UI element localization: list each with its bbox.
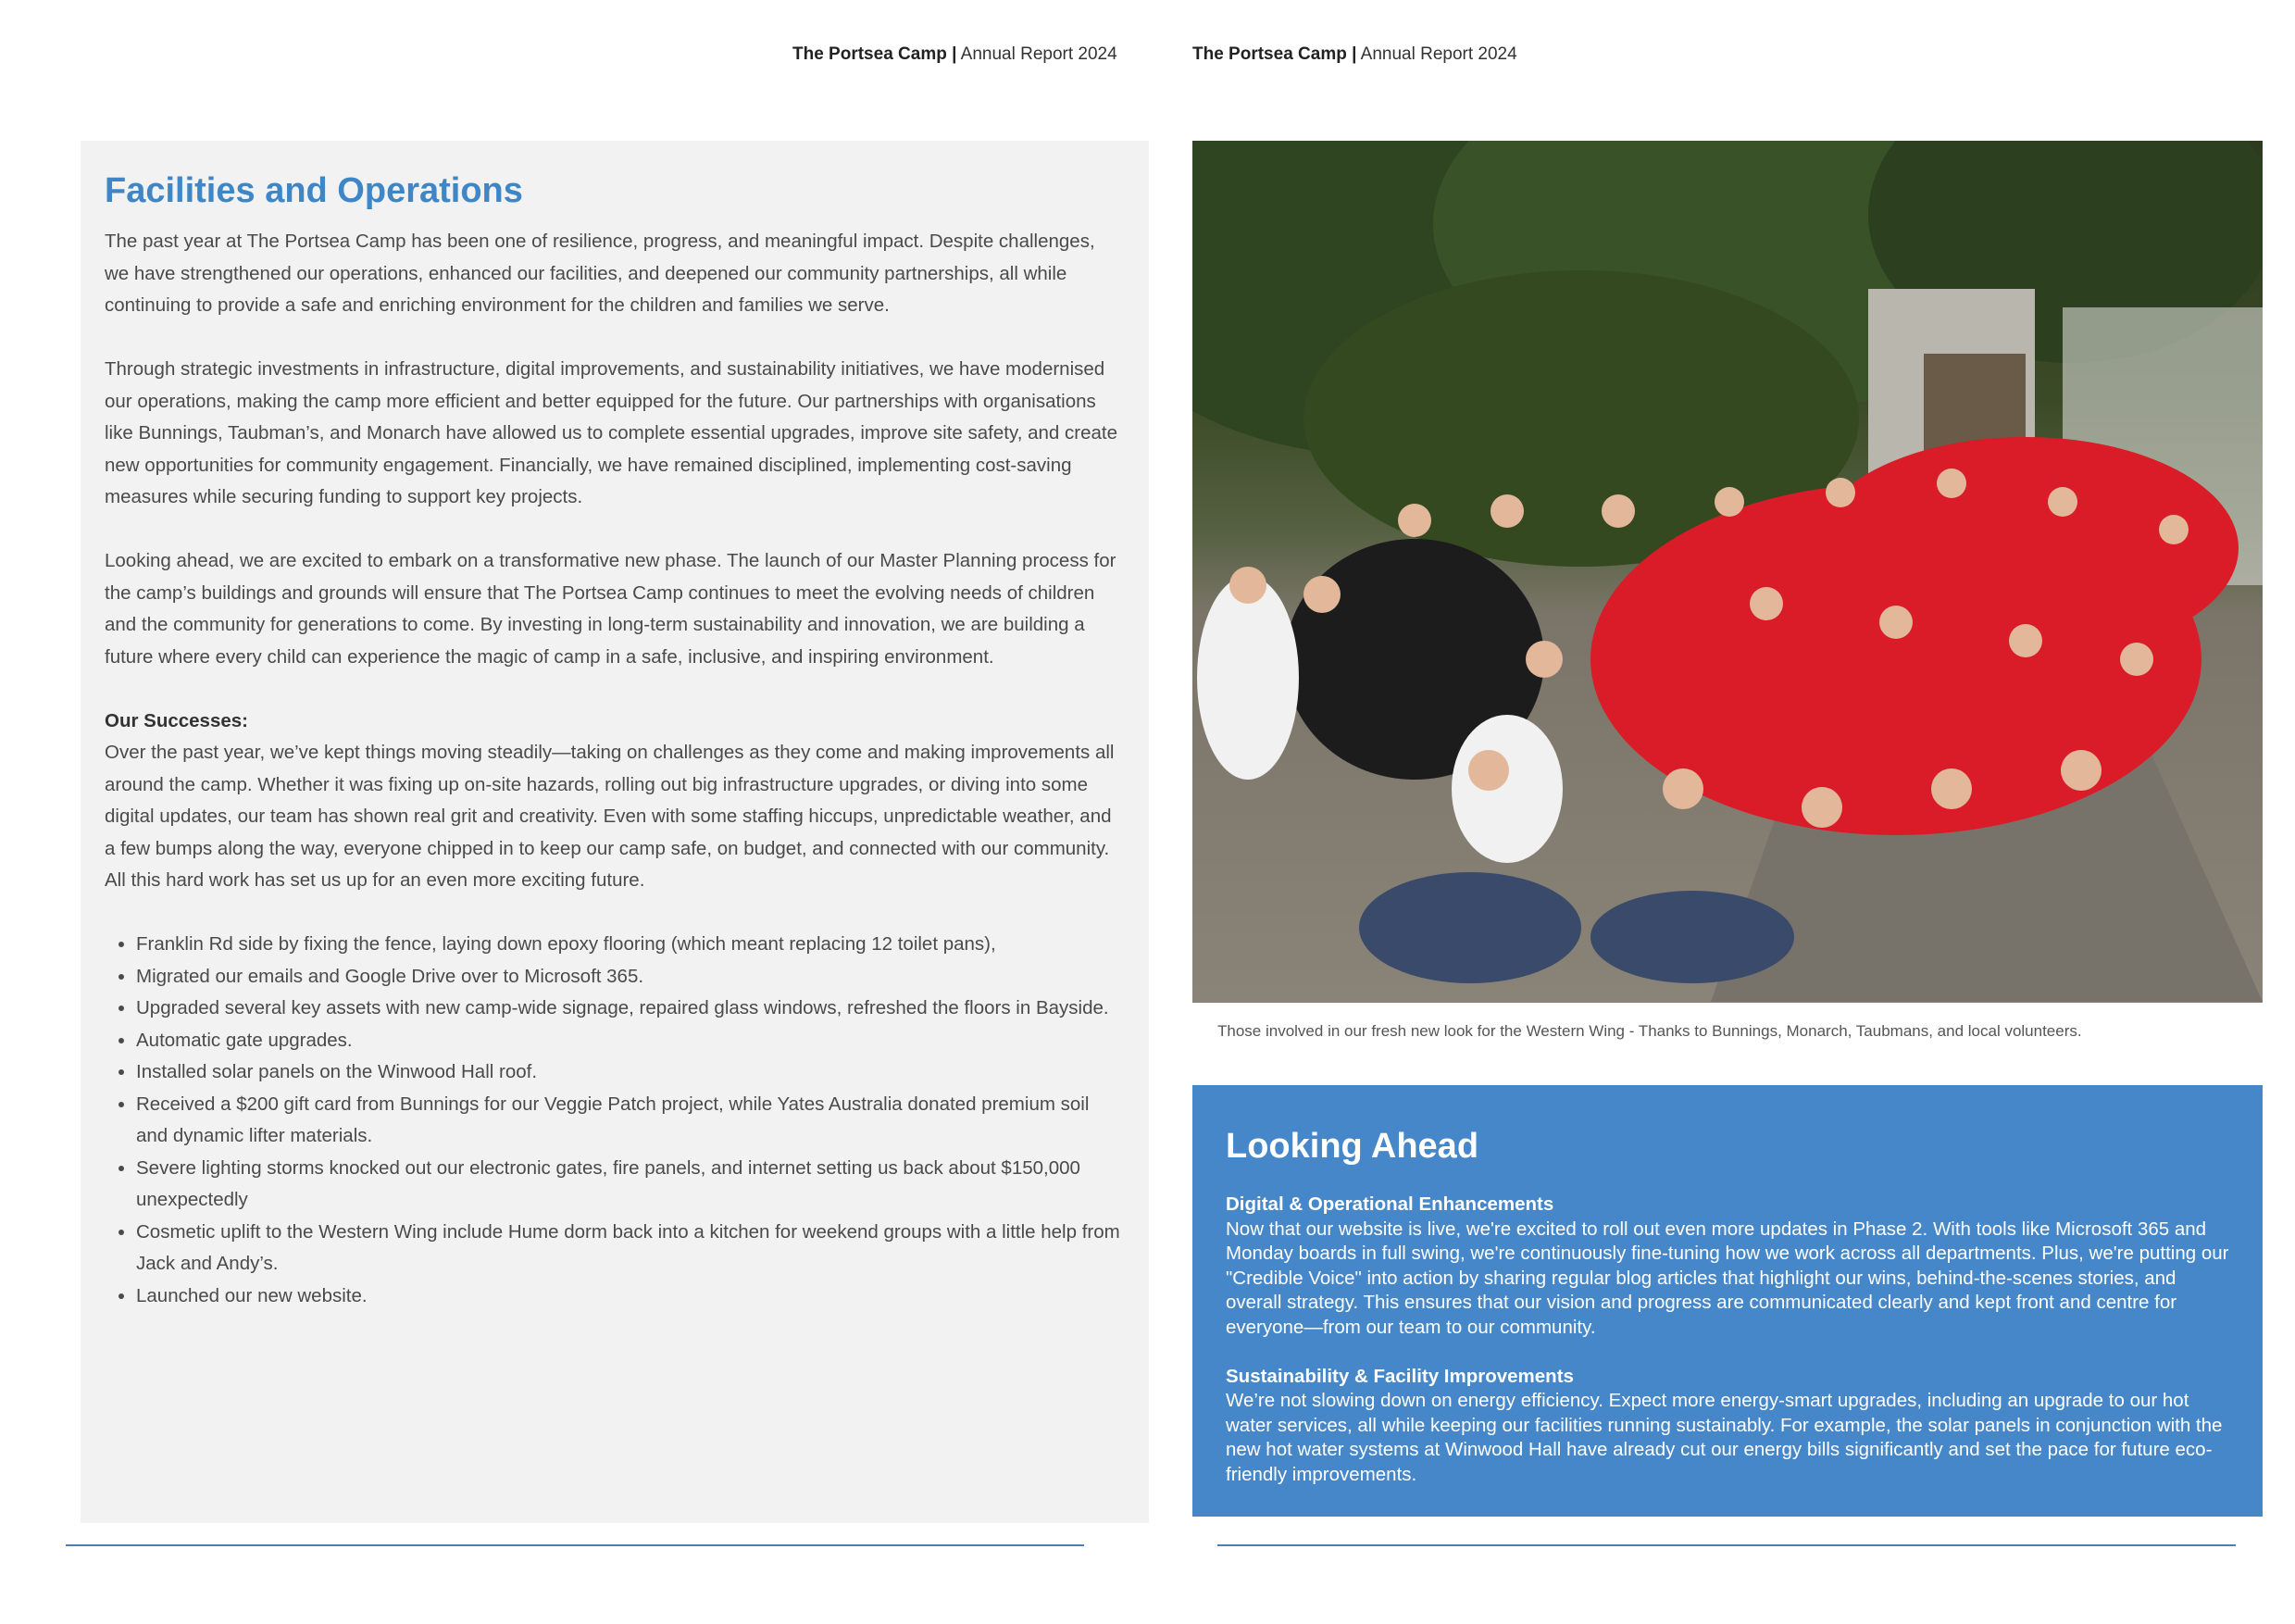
looking-ahead-title: Looking Ahead: [1226, 1127, 1479, 1166]
intro-paragraph-2: Through strategic investments in infrastructure, digital improvements, and sustainability initiatives, we have modernised our operations, making the camp more efficient and better equipped for the future. Our partnerships with organisations like Bunnings, Taubman’s, and Monarch have allowed us to complete essential upgrades, improve site safety, and create new opportunities for community engagement. Financially, we have remained disciplined, implementing cost-saving measures while securing funding to support key projects.: [105, 358, 1117, 507]
page-header-right: [1192, 44, 1517, 65]
list-item: • Cosmetic uplift to the Western Wing include Hume dorm back into a kitchen for weekend groups with a little help from Jack and Andy’s.: [136, 1217, 1123, 1280]
group-photo: [1192, 141, 2263, 1003]
footer-divider-right: [1217, 1544, 2236, 1546]
successes-list: [105, 929, 1123, 1312]
looking-ahead-content: [1226, 1124, 2235, 1512]
list-item: • Severe lighting storms knocked out our electronic gates, fire panels, and internet setting us back about $150,000 unexpectedly: [136, 1153, 1123, 1217]
list-item: • Automatic gate upgrades.: [136, 1025, 1123, 1057]
successes-intro: Over the past year, we’ve kept things moving steadily—taking on challenges as they come and making improvements all around the camp. Whether it was fixing up on-site hazards, rolling out big infrastructure upgrades, or diving into some digital updates, our team has shown real grit and creativity. Even with some staffing hiccups, unpredictable weather, and a few bumps along the way, everyone chipped in to keep our camp safe, on budget, and connected with our community. All this hard work has set us up for an even more exciting future.: [105, 742, 1115, 891]
intro-paragraph-1: The past year at The Portsea Camp has been one of resilience, progress, and meaningful impact. Despite challenges, we have strengthened our operations, enhanced our facilities, and deepened our community partnerships, all while continuing to provide a safe and enriching environment for the children and families we serve.: [105, 231, 1095, 316]
header-brand: The Portsea Camp: [792, 44, 947, 64]
facilities-panel: [81, 141, 1149, 1523]
list-item: • Franklin Rd side by fixing the fence, laying down epoxy flooring (which meant replacing 12 toilet pans),: [136, 929, 1123, 961]
digital-heading: Digital & Operational Enhancements: [1226, 1193, 1554, 1215]
header-report: Annual Report 2024: [1360, 44, 1517, 64]
successes-heading: Our Successes:: [105, 709, 248, 731]
digital-paragraph: Now that our website is live, we're excited to roll out even more updates in Phase 2. With tools like Microsoft 365 and Monday boards in full swing, we're continuously fine-tuning how we work across all departments. Plus, we're putting our "Credible Voice" into action by sharing regular blog articles that highlight our wins, behind-the-scenes stories, and overall strategy. This ensures that our vision and progress are communicated clearly and kept front and centre for everyone—from our team to our community.: [1226, 1218, 2229, 1338]
photo-caption: Those involved in our fresh new look for the Western Wing - Thanks to Bunnings, Monarch, Taubmans, and local volunteers.: [1217, 1022, 2082, 1040]
footer-divider-left: [66, 1544, 1084, 1546]
list-item: • Upgraded several key assets with new camp-wide signage, repaired glass windows, refreshed the floors in Bayside.: [136, 993, 1123, 1025]
intro-paragraph-3: Looking ahead, we are excited to embark on a transformative new phase. The launch of our Master Planning process for the camp’s buildings and grounds will ensure that The Portsea Camp continues to meet the evolving needs of children and the community for generations to come. By investing in long-term sustainability and innovation, we are building a future where every child can experience the magic of camp in a safe, inclusive, and inspiring environment.: [105, 550, 1116, 668]
sustainability-paragraph: We’re not slowing down on energy efficiency. Expect more energy-smart upgrades, including an upgrade to our hot water services, all while keeping our facilities running sustainably. For example, the solar panels in conjunction with the new hot water systems at Winwood Hall have already cut our energy bills significantly and set the pace for future eco-friendly improvements.: [1226, 1390, 2223, 1485]
header-brand: The Portsea Camp: [1192, 44, 1347, 64]
group-photo-illustration: [1192, 141, 2263, 1003]
list-item: • Installed solar panels on the Winwood Hall roof.: [136, 1056, 1123, 1089]
facilities-content: [105, 169, 1123, 1312]
sustainability-heading: Sustainability & Facility Improvements: [1226, 1365, 1574, 1387]
header-separator: |: [952, 44, 957, 64]
list-item: • Launched our new website.: [136, 1280, 1123, 1313]
list-item: • Received a $200 gift card from Bunnings for our Veggie Patch project, while Yates Australia donated premium soil and dynamic lifter materials.: [136, 1089, 1123, 1153]
header-separator: |: [1352, 44, 1357, 64]
section-title: Facilities and Operations: [105, 171, 523, 210]
looking-ahead-box: [1192, 1085, 2263, 1517]
header-report: Annual Report 2024: [960, 44, 1117, 64]
list-item: • Migrated our emails and Google Drive over to Microsoft 365.: [136, 961, 1123, 993]
page-header-left: [792, 44, 1117, 65]
